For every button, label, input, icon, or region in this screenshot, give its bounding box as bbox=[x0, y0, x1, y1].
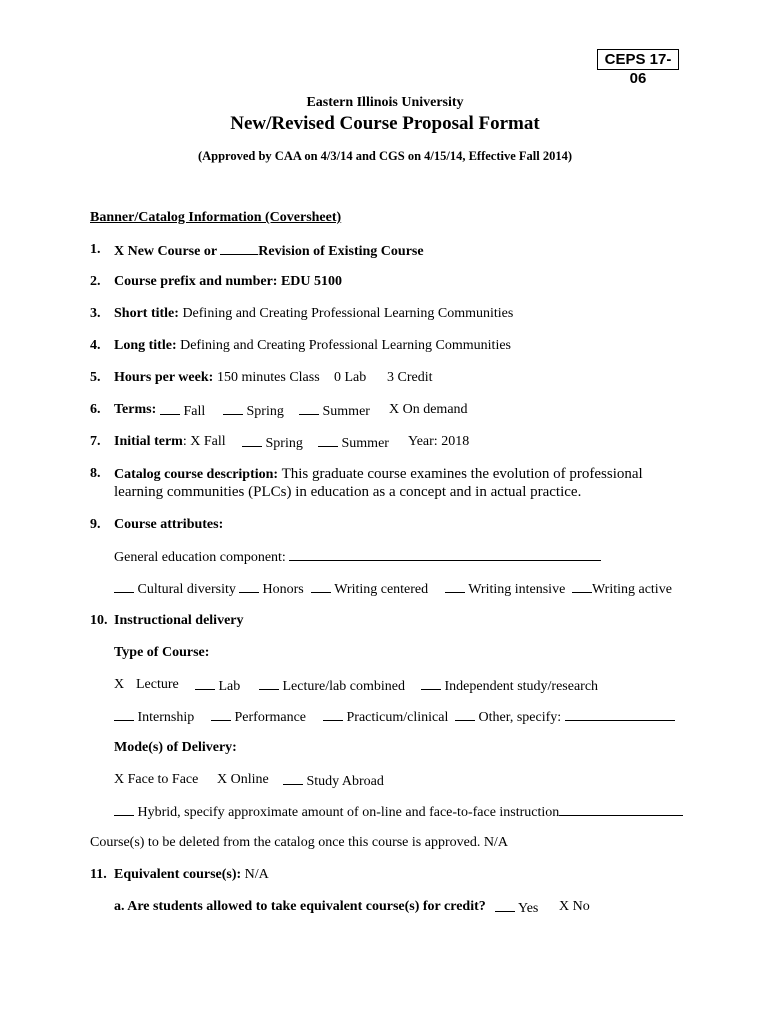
short-title-value: Defining and Creating Professional Learning Communities bbox=[178, 306, 514, 321]
type-of-course-label: Type of Course: bbox=[114, 645, 210, 660]
initial-term-fall: : X Fall bbox=[182, 434, 226, 449]
long-title-label: Long title: bbox=[114, 338, 177, 353]
type-independent-text: Independent study/research bbox=[444, 679, 599, 694]
attr-writing-active-text: Writing active bbox=[592, 582, 672, 597]
honors-blank bbox=[239, 580, 259, 593]
long-title-value: Defining and Creating Professional Learning Communities bbox=[176, 338, 511, 353]
type-lecture-lab-text: Lecture/lab combined bbox=[282, 679, 405, 694]
item-number-2: 2. bbox=[90, 274, 101, 289]
abroad-blank bbox=[283, 772, 303, 785]
hours-class: 150 minutes Class bbox=[217, 370, 320, 385]
hybrid-specify-blank bbox=[559, 803, 683, 816]
hours-label: Hours per week: bbox=[114, 370, 214, 385]
equivalent-courses bbox=[114, 867, 269, 883]
courses-deleted-note: Course(s) to be deleted from the catalog once this course is approved. N/A bbox=[90, 835, 508, 850]
type-performance bbox=[211, 708, 306, 726]
long-title bbox=[114, 338, 511, 354]
equivalent-credit-question: a. Are students allowed to take equivalent course(s) for credit? bbox=[114, 899, 486, 914]
type-lecture-lab bbox=[259, 677, 405, 695]
short-title bbox=[114, 306, 513, 322]
writing-active-blank bbox=[572, 580, 592, 593]
approval-note: (Approved by CAA on 4/3/14 and CGS on 4/15/14, Effective Fall 2014) bbox=[197, 149, 573, 163]
lab-blank bbox=[195, 677, 215, 690]
item-number-10: 10. bbox=[90, 613, 108, 628]
item-number-1: 1. bbox=[90, 242, 101, 257]
initial-term-spring-text: Spring bbox=[265, 436, 303, 451]
cultural-blank bbox=[114, 580, 134, 593]
type-internship bbox=[114, 708, 194, 726]
item-number-9: 9. bbox=[90, 517, 101, 532]
initial-term-spring bbox=[242, 434, 303, 452]
mode-hybrid bbox=[114, 803, 683, 821]
spring-blank bbox=[223, 402, 243, 415]
initial-term bbox=[114, 434, 226, 450]
term-summer bbox=[299, 402, 370, 420]
attr-writing-active bbox=[572, 580, 672, 598]
catalog-description-label: Catalog course description: bbox=[114, 467, 279, 482]
term-fall-text: Fall bbox=[183, 404, 206, 419]
hours-lab: 0 Lab bbox=[334, 370, 367, 385]
term-spring-text: Spring bbox=[246, 404, 284, 419]
practicum-blank bbox=[323, 708, 343, 721]
type-lecture: Lecture bbox=[136, 677, 179, 692]
equivalent-credit-yes-text: Yes bbox=[517, 901, 539, 916]
other-blank bbox=[455, 708, 475, 721]
performance-blank bbox=[211, 708, 231, 721]
item-number-5: 5. bbox=[90, 370, 101, 385]
section-heading: Banner/Catalog Information (Coversheet) bbox=[90, 210, 342, 225]
item-number-11: 11. bbox=[90, 867, 107, 882]
yes-blank bbox=[495, 899, 515, 912]
type-lecture-mark: X bbox=[114, 677, 125, 692]
equivalent-credit-yes bbox=[495, 899, 538, 917]
other-specify-blank bbox=[565, 708, 675, 721]
mode-online: X Online bbox=[217, 772, 269, 787]
type-other bbox=[455, 708, 675, 726]
course-attributes-label: Course attributes: bbox=[114, 517, 224, 532]
lecture-lab-blank bbox=[259, 677, 279, 690]
attr-cultural-text: Cultural diversity bbox=[137, 582, 236, 597]
terms-label: Terms: bbox=[114, 402, 157, 417]
equivalent-courses-value: N/A bbox=[241, 867, 269, 882]
mode-study-abroad bbox=[283, 772, 384, 790]
catalog-description-line1 bbox=[114, 466, 643, 483]
revision-text: Revision of Existing Course bbox=[258, 244, 424, 259]
attr-writing-centered bbox=[311, 580, 428, 598]
type-lab-text: Lab bbox=[218, 679, 241, 694]
initial-summer-blank bbox=[318, 434, 338, 447]
equivalent-credit-no: X No bbox=[559, 899, 590, 914]
attr-cultural-diversity bbox=[114, 580, 236, 598]
catalog-description-line2: learning communities (PLCs) in education as a concept and in actual practice. bbox=[114, 484, 582, 500]
initial-term-summer-text: Summer bbox=[341, 436, 389, 451]
initial-term-summer bbox=[318, 434, 389, 452]
document-title: New/Revised Course Proposal Format bbox=[230, 113, 540, 134]
type-performance-text: Performance bbox=[234, 710, 307, 725]
type-lab bbox=[195, 677, 240, 695]
item-number-3: 3. bbox=[90, 306, 101, 321]
type-other-text: Other, specify: bbox=[478, 710, 565, 725]
type-practicum bbox=[323, 708, 448, 726]
item-number-7: 7. bbox=[90, 434, 101, 449]
course-prefix: Course prefix and number: EDU 5100 bbox=[114, 274, 343, 289]
attr-writing-centered-text: Writing centered bbox=[334, 582, 429, 597]
item-1 bbox=[114, 242, 424, 260]
item-number-4: 4. bbox=[90, 338, 101, 353]
attr-honors-text: Honors bbox=[262, 582, 304, 597]
term-fall bbox=[160, 402, 205, 420]
term-on-demand: X On demand bbox=[389, 402, 468, 417]
fall-blank bbox=[160, 402, 180, 415]
equivalent-courses-label: Equivalent course(s): bbox=[114, 867, 242, 882]
hybrid-blank bbox=[114, 803, 134, 816]
independent-blank bbox=[421, 677, 441, 690]
initial-term-label: Initial term bbox=[114, 434, 183, 449]
writing-intensive-blank bbox=[445, 580, 465, 593]
summer-blank bbox=[299, 402, 319, 415]
short-title-label: Short title: bbox=[114, 306, 179, 321]
attr-honors bbox=[239, 580, 304, 598]
mode-of-delivery-label: Mode(s) of Delivery: bbox=[114, 740, 237, 755]
mode-hybrid-text: Hybrid, specify approximate amount of on-line and face-to-face instruction bbox=[137, 805, 560, 820]
new-course-text: X New Course or bbox=[114, 244, 221, 259]
gen-ed-component bbox=[114, 548, 601, 566]
initial-term-year: Year: 2018 bbox=[408, 434, 470, 449]
gen-ed-blank bbox=[289, 548, 601, 561]
attr-writing-intensive-text: Writing intensive bbox=[468, 582, 566, 597]
mode-study-abroad-text: Study Abroad bbox=[306, 774, 384, 789]
revision-blank bbox=[220, 242, 258, 255]
term-spring bbox=[223, 402, 284, 420]
university-name: Eastern Illinois University bbox=[306, 95, 464, 110]
hours-credit: 3 Credit bbox=[387, 370, 433, 385]
type-independent bbox=[421, 677, 598, 695]
document-code-box: CEPS 17-06 bbox=[597, 49, 679, 70]
initial-spring-blank bbox=[242, 434, 262, 447]
term-summer-text: Summer bbox=[322, 404, 370, 419]
instructional-delivery-label: Instructional delivery bbox=[114, 613, 244, 628]
gen-ed-label: General education component: bbox=[114, 550, 290, 565]
type-internship-text: Internship bbox=[137, 710, 195, 725]
catalog-description-text1: This graduate course examines the evolution of professional bbox=[278, 466, 643, 482]
attr-writing-intensive bbox=[445, 580, 565, 598]
item-number-6: 6. bbox=[90, 402, 101, 417]
internship-blank bbox=[114, 708, 134, 721]
writing-centered-blank bbox=[311, 580, 331, 593]
type-practicum-text: Practicum/clinical bbox=[346, 710, 449, 725]
mode-face-to-face: X Face to Face bbox=[114, 772, 199, 787]
item-number-8: 8. bbox=[90, 466, 101, 481]
